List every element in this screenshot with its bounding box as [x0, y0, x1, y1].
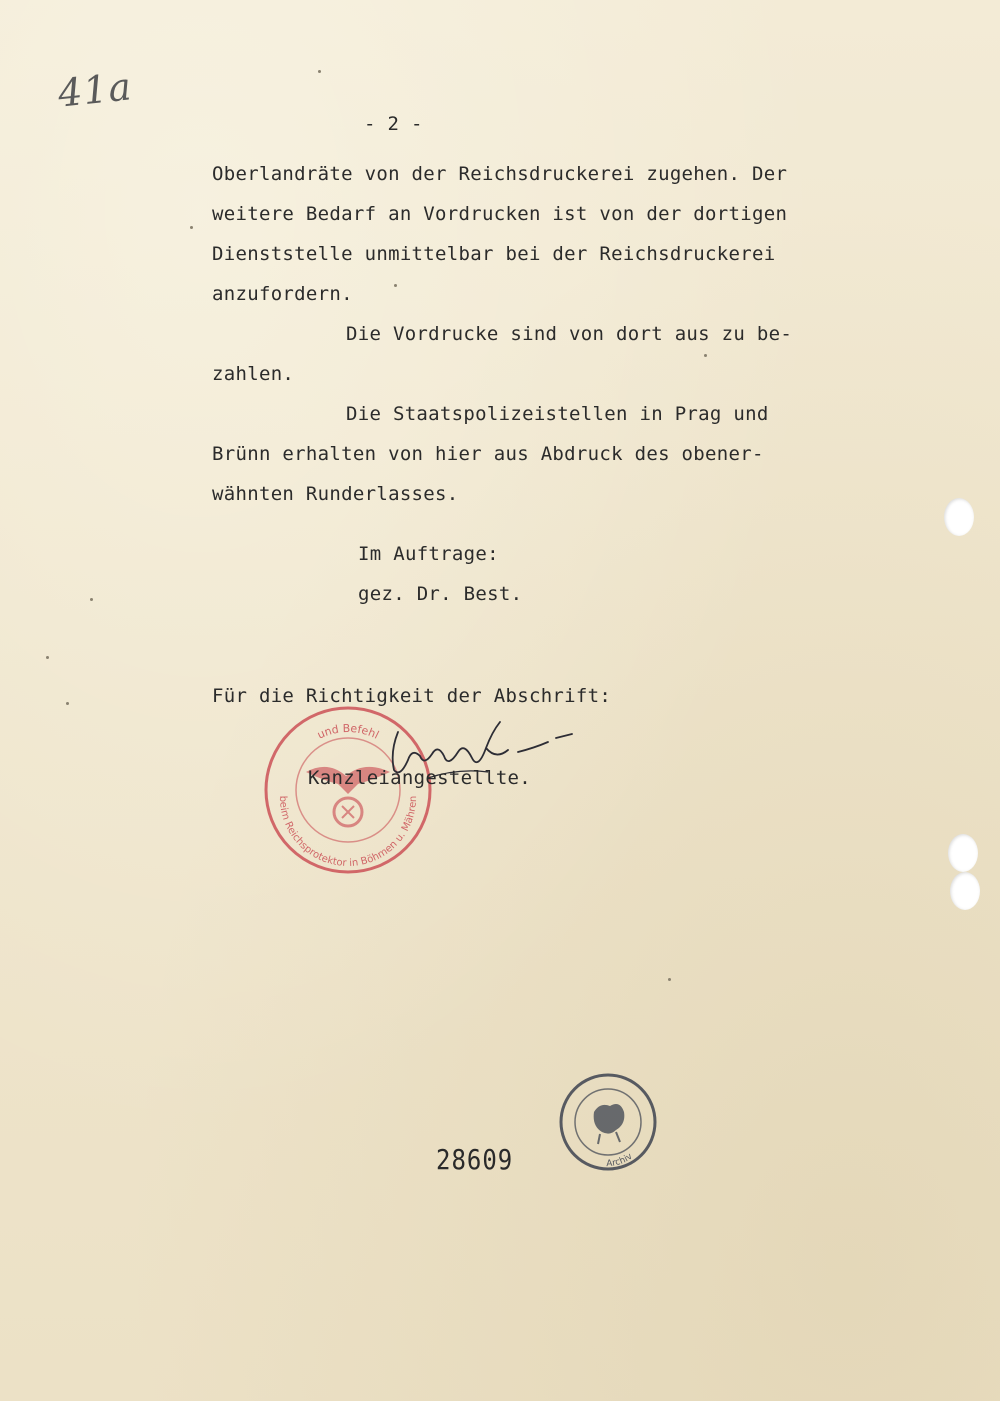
paper-speck — [668, 978, 671, 981]
seal-bottom-text: beim Reichsprotektor in Böhmen u. Mähren — [276, 795, 420, 870]
body-line-7: Die Staatspolizeistellen in Prag und — [346, 403, 769, 425]
body-line-1: Oberlandräte von der Reichsdruckerei zugehen. Der — [212, 163, 788, 185]
seal-top-text: und Befehl — [315, 721, 382, 742]
body-line-2: weitere Bedarf an Vordrucken ist von der dortigen — [212, 203, 788, 225]
paper-speck — [66, 702, 69, 705]
punch-hole-bottom — [950, 872, 980, 910]
punch-hole-middle — [948, 834, 978, 872]
body-line-9: wähnten Runderlasses. — [212, 483, 459, 505]
paper-speck — [318, 70, 321, 73]
body-line-5: Die Vordrucke sind von dort aus zu be- — [346, 323, 793, 345]
paper-speck — [46, 656, 49, 659]
clerk-title: Kanzleiangestellte. — [308, 767, 532, 789]
handwritten-folio-note: 41a — [55, 64, 135, 116]
by-order-line: Im Auftrage: — [358, 543, 499, 565]
paper-speck — [704, 354, 707, 357]
body-line-3: Dienststelle unmittelbar bei der Reichsdruckerei — [212, 243, 776, 265]
body-line-6: zahlen. — [212, 363, 295, 385]
paper-speck — [190, 226, 193, 229]
body-line-4: anzufordern. — [212, 283, 353, 305]
body-line-8: Brünn erhalten von hier aus Abdruck des obener- — [212, 443, 764, 465]
archive-stamp-text: Archiv — [606, 1151, 635, 1170]
archive-stamp — [554, 1070, 662, 1174]
punch-hole-top — [944, 498, 974, 536]
paper-speck — [394, 284, 397, 287]
lion-emblem-icon — [594, 1104, 625, 1144]
certification-text: Für die Richtigkeit der Abschrift: — [212, 685, 612, 707]
signed-line: gez. Dr. Best. — [358, 583, 523, 605]
page-number: - 2 - — [364, 113, 423, 135]
svg-text:Archiv — [606, 1151, 635, 1169]
archive-number: 28609 — [436, 1143, 514, 1177]
paper-speck — [90, 598, 93, 601]
